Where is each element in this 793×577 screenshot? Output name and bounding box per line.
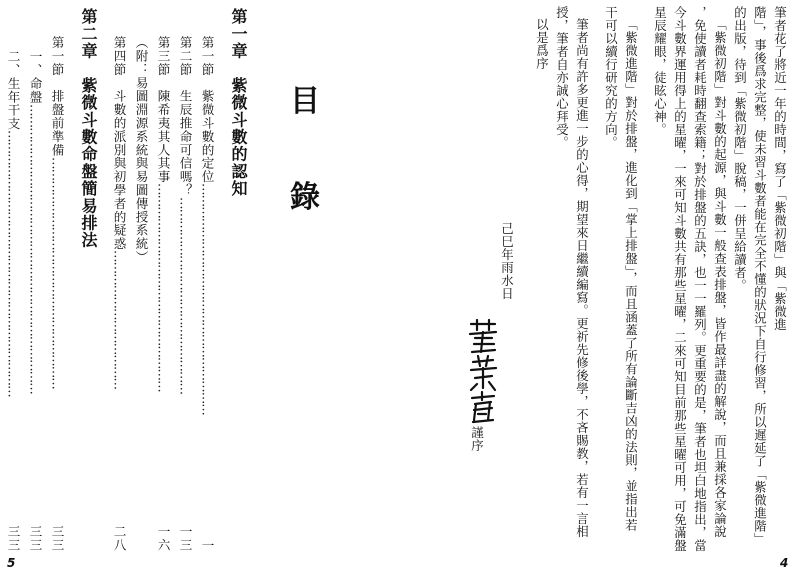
toc-page-number: 一 (199, 538, 215, 552)
toc-heading-lu: 錄 (290, 180, 320, 215)
page-number-right: 4 (780, 556, 789, 570)
toc-leader-dots: …………………………………………………… (49, 156, 65, 389)
preface-line: 授，筆者自亦誠心拜受。 (554, 6, 570, 149)
preface-date: 己巳年雨水日 (499, 222, 515, 300)
preface-line: 「紫微進階」對於排盤，進化到「掌上排盤」，而且涵蓋了所有論斷吉凶的法則，並指出若 (623, 18, 639, 532)
preface-line: 「紫微初階」對斗數的起源，與斗數一般查表排盤，皆作最詳盡的解說，而且兼採各家論說 (712, 18, 728, 538)
preface-line: 的出版，待到「紫微初階」脫稿，一併呈給讀者。 (732, 6, 748, 292)
toc-page-number: 二八 (111, 525, 127, 552)
chapter1-title: 第一章 紫微斗數的認知 (229, 8, 248, 198)
toc-entry-1-4 (112, 36, 125, 552)
toc-entry-label: 第一節 紫微斗數的定位 (199, 36, 215, 184)
toc-entry-label: 第三節 陳希夷其人其事 (155, 36, 171, 184)
toc-entry-2-2 (28, 50, 41, 552)
toc-leader-dots: ……………………………… (111, 250, 127, 390)
toc-leader-dots: …………………………………………………… (199, 183, 215, 416)
toc-page-number: 一三 (177, 525, 193, 552)
signature-suffix: 謹序 (469, 426, 485, 452)
preface-closing: 以是爲序 (534, 18, 550, 70)
preface-line: ，免使讀者耗時翻查索籍；對於排盤的五訣，也一一羅列。更重要的是，筆者也坦白地指出，當 (692, 6, 708, 552)
toc-entry-1-appendix (134, 36, 147, 264)
toc-page-number: 一六 (155, 525, 171, 552)
preface-line: 干可以續行研究的方向。 (603, 6, 619, 149)
preface-line: 星辰耀眼，徒眩心神。 (652, 6, 668, 136)
toc-leader-dots: …………………………………………… (177, 196, 193, 394)
toc-entry-2-1 (50, 36, 63, 552)
toc-page-number: 三三 (5, 525, 21, 552)
author-signature (466, 318, 500, 426)
toc-entry-label: 第二節 生辰推命可信嗎？ (177, 36, 193, 197)
toc-entry-label: 第一節 排盤前準備 (49, 36, 65, 157)
toc-leader-dots: ………………………………………………………………… (27, 103, 43, 394)
toc-entry-label: 二、生年干支 (5, 50, 21, 131)
toc-leader-dots: …………………………………………………………… (5, 130, 21, 398)
toc-page-number: 三三 (49, 525, 65, 552)
toc-entry-1-1 (200, 36, 213, 552)
toc-leader-dots: ……………………………………………… (155, 183, 171, 393)
toc-entry-1-3 (156, 36, 169, 552)
preface-line: 今斗數界運用得上的星曜，一來可知斗數共有那些星曜，二來可知目前那些星曜可用，可免滿盤 (672, 6, 688, 552)
preface-line: 筆者尚有許多更進一步的心得，期望來日繼續編寫。更祈先修後學，不吝賜教，若有一言相 (574, 18, 590, 538)
toc-entry-2-3 (6, 50, 19, 552)
toc-entry-label: （附：易圖淵源系統與易圖傳授系統） (133, 36, 149, 264)
preface-line: 階」，事後爲求完整，使未習斗數者能在完全不懂的狀況下自行修習，所以遲延了「紫微進階」 (752, 6, 768, 546)
page-number-left: 5 (7, 556, 16, 570)
preface-line: 筆者花了將近一年的時間，寫了「紫微初階」與「紫微進 (772, 6, 788, 331)
toc-entry-label: 一、命盤 (27, 50, 43, 104)
toc-heading-mu: 目 (290, 84, 320, 119)
chapter2-title: 第二章 紫微斗數命盤簡易排法 (79, 8, 98, 249)
toc-entry-label: 第四節 斗數的派別與初學者的疑惑 (111, 36, 127, 251)
toc-entry-1-2 (178, 36, 191, 552)
toc-page-number: 三三 (27, 525, 43, 552)
